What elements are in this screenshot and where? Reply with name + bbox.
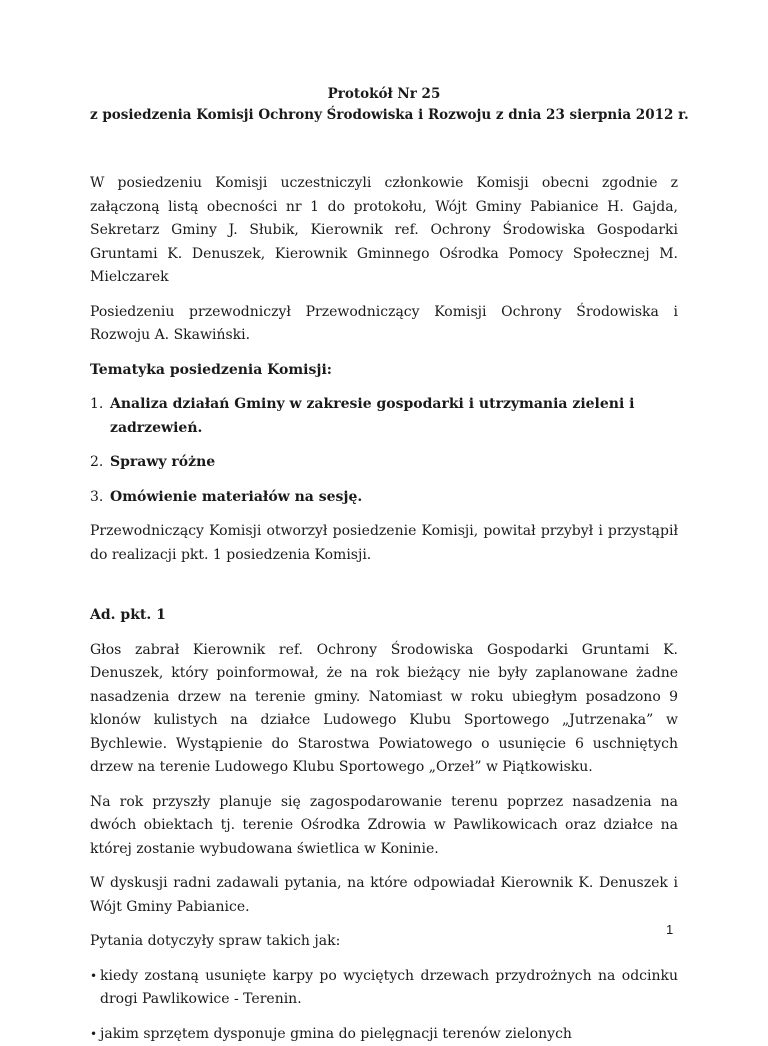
discussion-paragraph: W dyskusji radni zadawali pytania, na które odpowiadał Kierownik K. Denuszek i Wójt Gminy Pabianice.: [90, 872, 678, 919]
page-number: 1: [666, 922, 673, 937]
bullet-icon: •: [90, 965, 100, 1012]
agenda-item-text: Omówienie materiałów na sesję.: [110, 486, 362, 510]
document-page: [90, 84, 678, 1046]
agenda-item-number: 2.: [90, 451, 110, 475]
document-title: [90, 84, 678, 126]
agenda-item-number: 1.: [90, 393, 110, 440]
opening-paragraph: Przewodniczący Komisji otworzył posiedzenie Komisji, powitał przybył i przystąpił do realizacji pkt. 1 posiedzenia Komisji.: [90, 520, 678, 567]
plans-paragraph: Na rok przyszły planuje się zagospodarowanie terenu poprzez nasadzenia na dwóch obiektach tj. terenie Ośrodka Zdrowia w Pawlikowicach oraz działce na której zostanie wybudowana świetlica w Koninie.: [90, 791, 678, 862]
bullet-text: kiedy zostaną usunięte karpy po wyciętych drzewach przydrożnych na odcinku drogi Pawlikowice - Terenin.: [100, 965, 678, 1012]
chair-paragraph: Posiedzeniu przewodniczył Przewodniczący Komisji Ochrony Środowiska i Rozwoju A. Skawiński.: [90, 301, 678, 348]
agenda-item-text: Sprawy różne: [110, 451, 215, 475]
ad-point-heading: Ad. pkt. 1: [90, 604, 678, 628]
agenda-heading: Tematyka posiedzenia Komisji:: [90, 359, 678, 383]
agenda-item: [90, 486, 678, 510]
speech-paragraph: Głos zabrał Kierownik ref. Ochrony Środowiska Gospodarki Gruntami K. Denuszek, który poinformował, że na rok bieżący nie były zaplanowane żadne nasadzenia drzew na terenie gminy. Natomiast w roku ubiegłym posadzono 9 klonów kulistych na działce Ludowego Klubu Sportowego „Jutrzenaka” w Bychlewie. Wystąpienie do Starostwa Powiatowego o usunięcie 6 uschniętych drzew na terenie Ludowego Klubu Sportowego „Orzeł” w Piątkowisku.: [90, 639, 678, 780]
bullet-item: [90, 965, 678, 1012]
questions-intro: Pytania dotyczyły spraw takich jak:: [90, 930, 678, 954]
bullet-icon: •: [90, 1023, 100, 1046]
bullet-text: jakim sprzętem dysponuje gmina do pielęgnacji terenów zielonych: [100, 1023, 678, 1046]
agenda-item-text: Analiza działań Gminy w zakresie gospodarki i utrzymania zieleni i zadrzewień.: [110, 393, 678, 440]
attendance-paragraph: W posiedzeniu Komisji uczestniczyli członkowie Komisji obecni zgodnie z załączoną listą obecności nr 1 do protokołu, Wójt Gminy Pabianice H. Gajda, Sekretarz Gminy J. Słubik, Kierownik ref. Ochrony Środowiska Gospodarki Gruntami K. Denuszek, Kierownik Gminnego Ośrodka Pomocy Społecznej M. Mielczarek: [90, 172, 678, 290]
bullet-item: [90, 1023, 678, 1046]
title-line-1: Protokół Nr 25: [90, 84, 678, 105]
title-line-2: z posiedzenia Komisji Ochrony Środowiska i Rozwoju z dnia 23 sierpnia 2012 r.: [90, 105, 678, 126]
agenda-item-number: 3.: [90, 486, 110, 510]
agenda-item: [90, 393, 678, 440]
agenda-item: [90, 451, 678, 475]
